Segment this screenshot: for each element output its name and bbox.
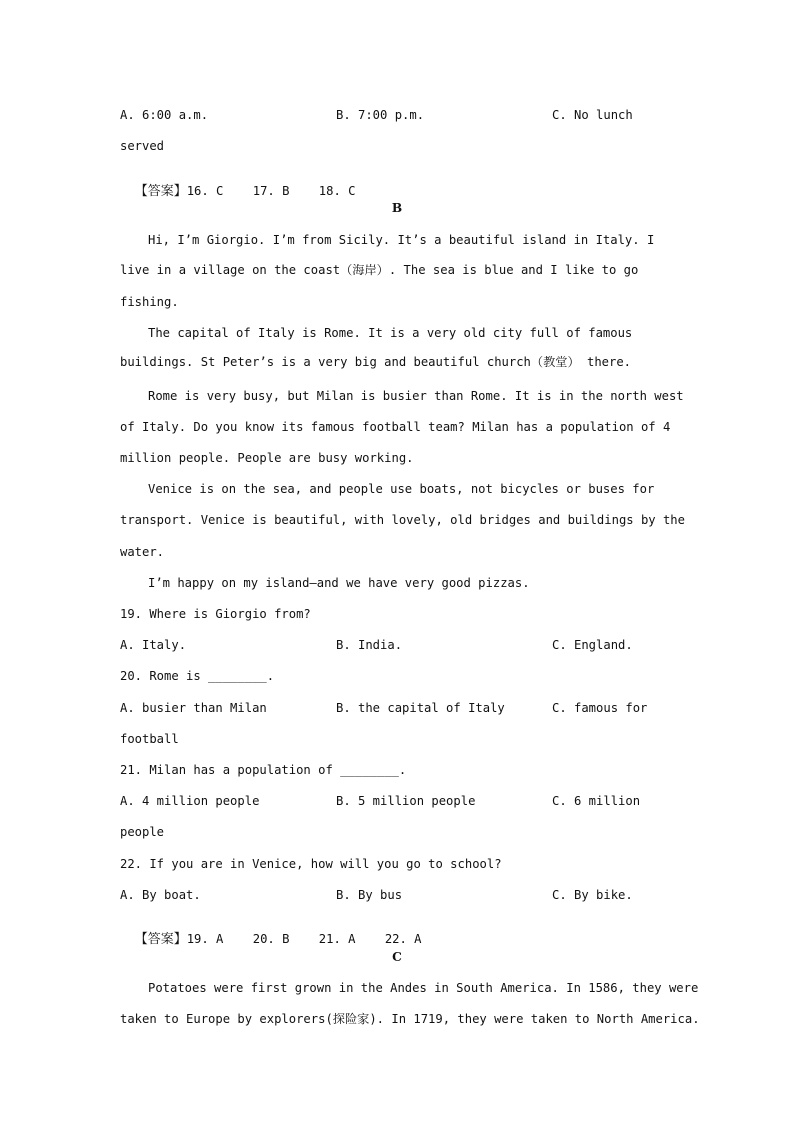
passage-b-line: of Italy. Do you know its famous football team? Milan has a population of 4 xyxy=(120,420,671,434)
answer-label: 【答案】 xyxy=(134,932,187,947)
q19-option-c: C. England. xyxy=(552,638,633,652)
answer-key-19-22 xyxy=(120,915,422,948)
q20-option-c-continued: football xyxy=(120,732,179,746)
passage-b-line: buildings. St Peter’s is a very big and beautiful church（教堂） there. xyxy=(120,355,632,369)
q21-option-a: A. 4 million people xyxy=(120,794,260,808)
section-c-heading: C xyxy=(392,950,402,964)
q18-option-b: B. 7:00 p.m. xyxy=(336,108,425,122)
q19-option-a: A. Italy. xyxy=(120,638,187,652)
passage-b-line: million people. People are busy working. xyxy=(120,451,414,465)
passage-b-line: water. xyxy=(120,545,165,559)
passage-b-line: I’m happy on my island—and we have very good pizzas. xyxy=(148,576,530,590)
passage-b-line: fishing. xyxy=(120,295,179,309)
answer-key-16-18 xyxy=(120,167,355,200)
passage-b-line: The capital of Italy is Rome. It is a very old city full of famous xyxy=(148,326,633,340)
q18-option-c: C. No lunch xyxy=(552,108,633,122)
q20-option-a: A. busier than Milan xyxy=(120,701,267,715)
q20-stem: 20. Rome is ________. xyxy=(120,669,275,683)
section-b-heading: B xyxy=(391,201,403,215)
q22-stem: 22. If you are in Venice, how will you go to school? xyxy=(120,857,502,871)
q18-option-a: A. 6:00 a.m. xyxy=(120,108,209,122)
passage-c-line: Potatoes were first grown in the Andes in South America. In 1586, they were xyxy=(148,981,699,995)
q21-option-c: C. 6 million xyxy=(552,794,641,808)
q18-option-c-continued: served xyxy=(120,139,165,153)
passage-b-line: Hi, I’m Giorgio. I’m from Sicily. It’s a beautiful island in Italy. I xyxy=(148,233,655,247)
answer-values: 16. C 17. B 18. C xyxy=(186,184,356,198)
answer-label: 【答案】 xyxy=(134,184,187,199)
q21-option-c-continued: people xyxy=(120,825,165,839)
q22-option-c: C. By bike. xyxy=(552,888,633,902)
q19-option-b: B. India. xyxy=(336,638,403,652)
q20-option-b: B. the capital of Italy xyxy=(336,701,505,715)
q21-option-b: B. 5 million people xyxy=(336,794,476,808)
q22-option-a: A. By boat. xyxy=(120,888,201,902)
q19-stem: 19. Where is Giorgio from? xyxy=(120,607,311,621)
q22-option-b: B. By bus xyxy=(336,888,403,902)
passage-c-line: taken to Europe by explorers(探险家). In 1719, they were taken to North America. xyxy=(120,1012,700,1026)
answer-values: 19. A 20. B 21. A 22. A xyxy=(186,932,422,946)
passage-b-line: Rome is very busy, but Milan is busier than Rome. It is in the north west xyxy=(148,389,684,403)
passage-b-line: Venice is on the sea, and people use boats, not bicycles or buses for xyxy=(148,482,655,496)
passage-b-line: transport. Venice is beautiful, with lovely, old bridges and buildings by the xyxy=(120,513,685,527)
passage-b-line: live in a village on the coast（海岸）. The sea is blue and I like to go xyxy=(120,263,639,277)
q21-stem: 21. Milan has a population of ________. xyxy=(120,763,407,777)
q20-option-c: C. famous for xyxy=(552,701,648,715)
